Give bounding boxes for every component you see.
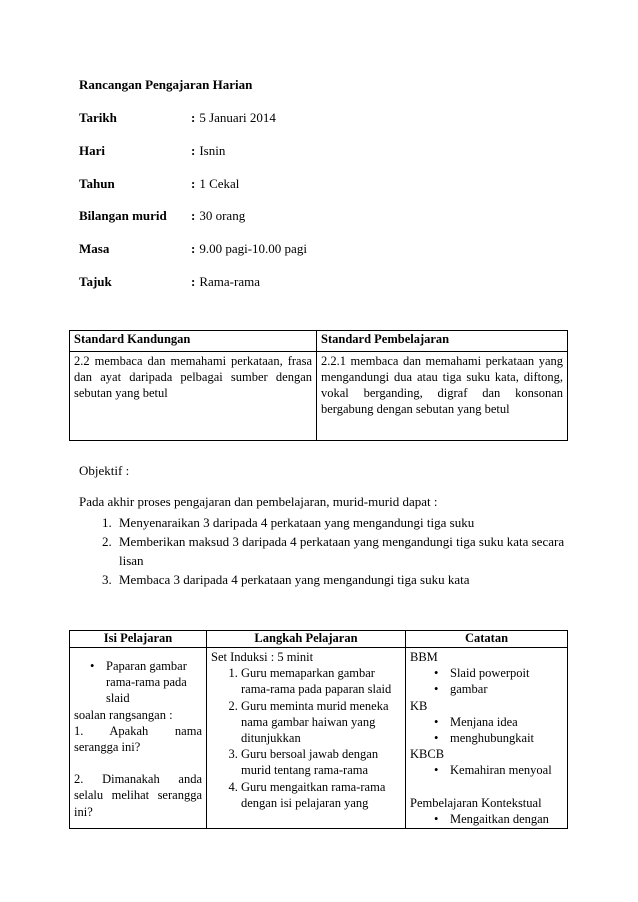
- plan-header-row: [70, 631, 568, 648]
- standard-content-row: [70, 352, 568, 441]
- list-item: • menghubungkait: [450, 730, 563, 746]
- info-value: 30 orang: [199, 208, 246, 223]
- list-item: 4. Guru mengaitkan rama-rama dengan isi pelajaran yang: [241, 779, 401, 811]
- info-value: 1 Cekal: [199, 176, 240, 191]
- standard-pembelajaran-cell: 2.2.1 membaca dan memahami perkataan yang mengandungi dua atau tiga suku kata, diftong, vokal berganding, digraf dan konsonan bergabung dengan sebutan yang betul: [317, 352, 568, 441]
- list-item: 2. Guru meminta murid meneka nama gambar haiwan yang ditunjukkan: [241, 698, 401, 747]
- list-item: • Slaid powerpoit: [450, 665, 563, 681]
- info-label: Hari: [79, 143, 105, 158]
- isi-pelajaran-cell: [70, 648, 207, 829]
- info-row-tahun: [79, 176, 239, 192]
- list-item: 1. Menyenaraikan 3 daripada 4 perkataan yang mengandungi tiga suku: [115, 513, 585, 532]
- langkah-pelajaran-cell: [207, 648, 406, 829]
- info-value: Isnin: [199, 143, 226, 158]
- list-item: 3. Membaca 3 daripada 4 perkataan yang mengandungi tiga suku kata: [115, 570, 585, 589]
- langkah-steps: [211, 665, 401, 811]
- bbm-list: [410, 665, 563, 697]
- header-isi-pelajaran: Isi Pelajaran: [70, 631, 207, 648]
- list-item: • Kemahiran menyoal: [450, 762, 563, 778]
- list-item: • Mengaitkan dengan: [450, 811, 563, 827]
- info-label: Tajuk: [79, 274, 112, 289]
- plan-table: [69, 630, 568, 829]
- soalan-1: 1. Apakah nama serangga ini?: [74, 723, 202, 755]
- list-item: • gambar: [450, 681, 563, 697]
- info-row-tarikh: [79, 110, 276, 126]
- info-row-hari: [79, 143, 225, 159]
- info-colon: :: [191, 241, 196, 256]
- list-item: 2. Memberikan maksud 3 daripada 4 perkataan yang mengandungi tiga suku kata secara lisan: [115, 532, 585, 570]
- list-item: • Menjana idea: [450, 714, 563, 730]
- info-row-masa: [79, 241, 307, 257]
- catatan-cell: [406, 648, 568, 829]
- info-row-bilangan-murid: [79, 208, 245, 224]
- kb-list: [410, 714, 563, 746]
- info-label: Bilangan murid: [79, 208, 167, 223]
- objektif-label: Objektif :: [79, 463, 130, 478]
- standard-header-row: [70, 331, 568, 352]
- kb-label: KB: [410, 698, 428, 713]
- standard-table: [69, 330, 568, 441]
- info-value: Rama-rama: [199, 274, 260, 289]
- header-standard-pembelajaran: Standard Pembelajaran: [317, 331, 568, 352]
- list-item: 1. Guru memaparkan gambar rama-rama pada paparan slaid: [241, 665, 401, 697]
- set-induksi-heading: Set Induksi : 5 minit: [211, 650, 314, 664]
- info-colon: :: [191, 110, 196, 125]
- list-item: • Paparan gambar rama-rama pada slaid: [106, 658, 202, 707]
- info-label: Tarikh: [79, 110, 117, 125]
- standard-kandungan-cell: 2.2 membaca dan memahami perkataan, frasa dan ayat daripada pelbagai sumber dengan sebutan yang betul: [70, 352, 317, 441]
- objektif-intro: Pada akhir proses pengajaran dan pembelajaran, murid-murid dapat :: [79, 494, 438, 509]
- soalan-label: soalan rangsangan :: [74, 707, 173, 722]
- kontekstual-label: Pembelajaran Kontekstual: [410, 795, 542, 810]
- kbcb-list: [410, 762, 563, 778]
- info-colon: :: [191, 274, 196, 289]
- kbcb-label: KBCB: [410, 747, 445, 762]
- list-item: 3. Guru bersoal jawab dengan murid tentang rama-rama: [241, 746, 401, 778]
- bbm-label: BBM: [410, 650, 438, 664]
- isi-bullet-list: [74, 658, 202, 707]
- header-langkah-pelajaran: Langkah Pelajaran: [207, 631, 406, 648]
- info-row-tajuk: [79, 274, 260, 290]
- document-title: Rancangan Pengajaran Harian: [79, 77, 253, 92]
- objektif-list: [79, 513, 585, 589]
- info-colon: :: [191, 176, 196, 191]
- info-value: 5 Januari 2014: [199, 110, 276, 125]
- header-standard-kandungan: Standard Kandungan: [70, 331, 317, 352]
- header-catatan: Catatan: [406, 631, 568, 648]
- info-colon: :: [191, 208, 196, 223]
- info-colon: :: [191, 143, 196, 158]
- info-label: Tahun: [79, 176, 115, 191]
- info-label: Masa: [79, 241, 110, 256]
- info-value: 9.00 pagi-10.00 pagi: [199, 241, 307, 256]
- kontekstual-list: [410, 811, 563, 827]
- soalan-2: 2. Dimanakah anda selalu melihat serangga ini?: [74, 772, 202, 819]
- plan-content-row: [70, 648, 568, 829]
